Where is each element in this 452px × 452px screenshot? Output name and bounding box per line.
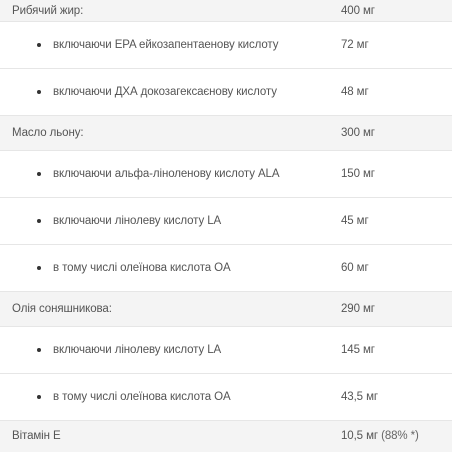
row-value: 150 мг (341, 167, 375, 180)
daily-value-percent: (88% *) (381, 430, 419, 443)
row-label: Рибячий жир: (12, 4, 84, 17)
bullet-icon (37, 395, 41, 399)
row-label: включаючи лінолеву кислоту LA (53, 214, 222, 227)
table-row-la-sunflower (0, 327, 452, 374)
row-label: в тому числі олеїнова кислота OA (53, 390, 231, 403)
row-value: 72 мг (341, 38, 369, 51)
table-row-flax-oil (0, 116, 452, 151)
row-value: 145 мг (341, 343, 375, 356)
table-row-oa-sunflower (0, 374, 452, 421)
table-row-dha (0, 69, 452, 116)
table-row-la-flax (0, 198, 452, 245)
bullet-icon (37, 266, 41, 270)
row-label: в тому числі олеїнова кислота OA (53, 261, 231, 274)
bullet-icon (37, 219, 41, 223)
row-value: 400 мг (341, 4, 375, 17)
row-value: 45 мг (341, 214, 369, 227)
bullet-icon (37, 172, 41, 176)
table-row-oa-flax (0, 245, 452, 292)
row-label: Олія соняшникова: (12, 302, 112, 315)
row-value: 60 мг (341, 261, 369, 274)
row-value: 48 мг (341, 85, 369, 98)
row-label: включаючи лінолеву кислоту LA (53, 343, 222, 356)
table-row-sunflower-oil (0, 292, 452, 327)
table-row-fish-oil (0, 0, 452, 22)
row-label: Вітамін Е (12, 430, 61, 443)
row-label: включаючи EPA ейкозапентаенову кислоту (53, 38, 279, 51)
table-row-vitamin-e (0, 421, 452, 452)
row-value: 290 мг (341, 302, 375, 315)
row-value: 10,5 мг (341, 430, 378, 443)
bullet-icon (37, 90, 41, 94)
row-label: включаючи альфа-ліноленову кислоту ALA (53, 167, 280, 180)
row-value: 43,5 мг (341, 390, 378, 403)
bullet-icon (37, 43, 41, 47)
table-row-epa (0, 22, 452, 69)
bullet-icon (37, 348, 41, 352)
row-value: 300 мг (341, 126, 375, 139)
row-label: Масло льону: (12, 126, 84, 139)
table-row-ala (0, 151, 452, 198)
row-label: включаючи ДХА докозагексаєнову кислоту (53, 85, 277, 98)
